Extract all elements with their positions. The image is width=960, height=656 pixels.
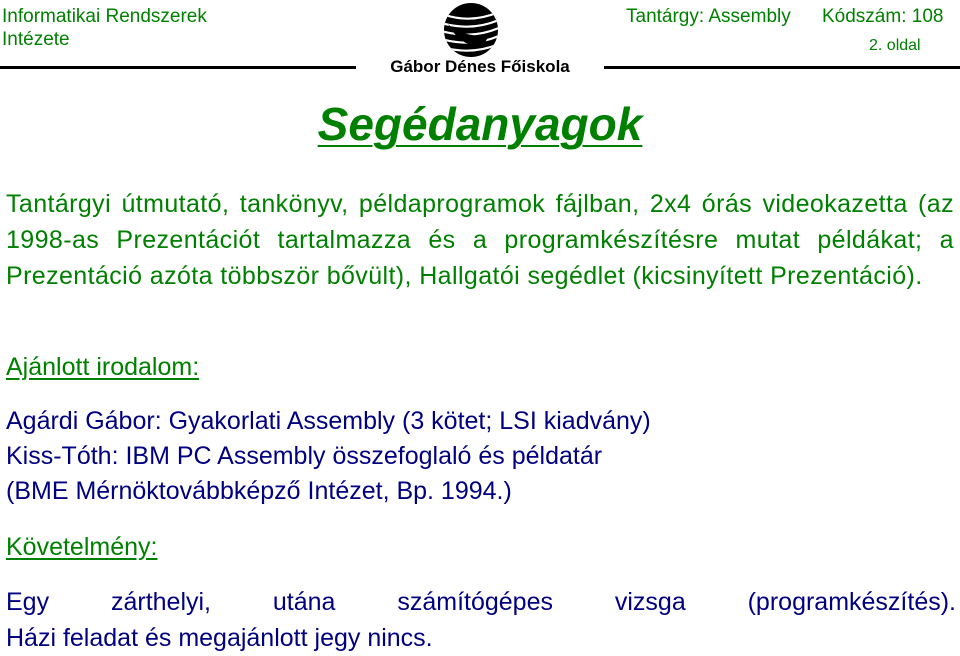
school-name: Gábor Dénes Főiskola [390,57,570,76]
literature-list [6,404,956,509]
requirements-item: Házi feladat és megajánlott jegy nincs. [6,624,433,652]
institute-name: Informatikai Rendszerek [2,6,207,27]
course-code: Kódszám: 108 [822,6,944,27]
gdf-logo-icon [443,2,499,58]
requirements-item: Egy zárthelyi, utána számítógépes vizsga (programkészítés). [6,588,956,616]
literature-item: Kiss-Tóth: IBM PC Assembly összefoglaló és példatár [6,442,603,470]
requirements-heading: Követelmény: [6,533,158,561]
literature-item: Agárdi Gábor: Gyakorlati Assembly (3 kötet; LSI kiadvány) [6,407,651,435]
subject-label: Tantárgy: Assembly [626,6,791,27]
literature-item: (BME Mérnöktovábbképző Intézet, Bp. 1994.) [6,477,512,505]
literature-heading: Ajánlott irodalom: [6,353,200,381]
page-title-text: Segédanyagok [317,98,643,150]
page-number: 2. oldal [869,37,921,54]
intro-paragraph: Tantárgyi útmutató, tankönyv, példaprogramok fájlban, 2x4 órás videokazetta (az 1998-as Prezentációt tartalmazza és a programkészítésre mutat példákat; a Prezentáció azóta többször bővült), Hallgatói segédlet (kicsinyített Prezentáció). [6,190,954,290]
institute-name-line2: Intézete [2,29,70,50]
requirements-list [6,584,956,656]
page-title [0,96,960,152]
